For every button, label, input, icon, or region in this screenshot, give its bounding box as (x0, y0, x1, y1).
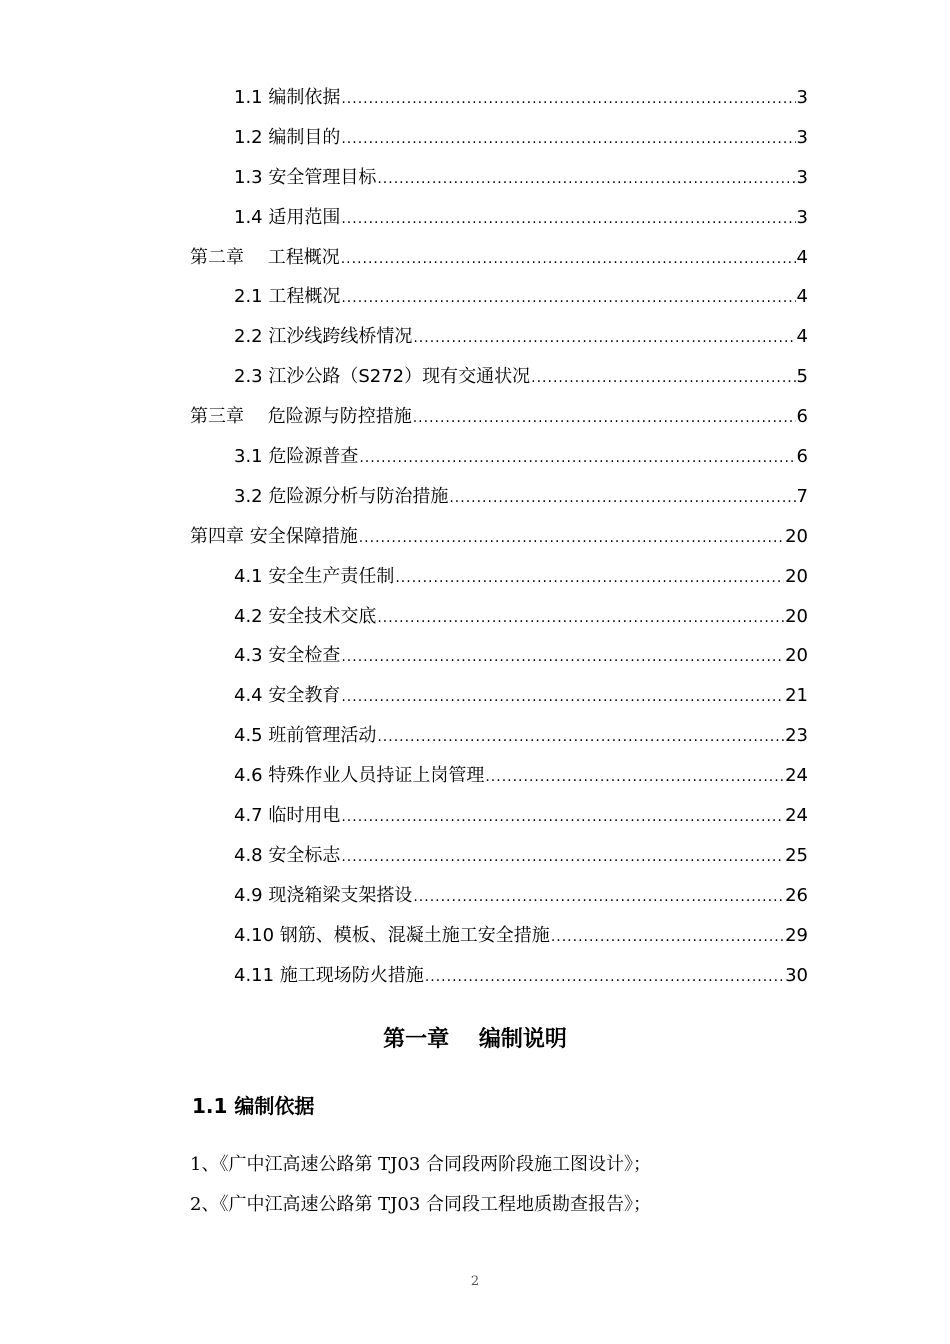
chapter-title: 第一章 编制说明 (383, 1027, 567, 1052)
toc-entry-page-number: 6 (796, 406, 808, 428)
table-of-contents (190, 78, 808, 995)
toc-dot-leader (377, 718, 784, 758)
toc-section-entry[interactable] (190, 597, 808, 637)
toc-entry-label: 第三章 危险源与防控措施 (190, 406, 412, 428)
toc-entry-label: 2.3 江沙公路（S272）现有交通状况 (234, 366, 531, 388)
toc-section-entry[interactable] (190, 836, 808, 876)
page-number: 2 (470, 1274, 480, 1289)
toc-entry-page-number: 20 (785, 525, 808, 547)
toc-entry-page-number: 21 (785, 685, 808, 707)
toc-entry-page-number: 24 (785, 765, 808, 787)
toc-entry-page-number: 29 (785, 924, 808, 946)
toc-dot-leader (413, 399, 796, 439)
toc-chapter-entry[interactable] (190, 238, 808, 278)
toc-entry-page-number: 25 (785, 844, 808, 866)
toc-dot-leader (531, 359, 795, 399)
toc-entry-page-number: 26 (785, 884, 808, 906)
reference-item: 1、《广中江高速公路第 TJ03 合同段两阶段施工图设计》； (190, 1154, 652, 1175)
toc-section-entry[interactable] (190, 78, 808, 118)
toc-entry-label: 4.11 施工现场防火措施 (234, 964, 424, 986)
reference-item: 2、《广中江高速公路第 TJ03 合同段工程地质勘查报告》； (190, 1194, 652, 1215)
toc-entry-page-number: 3 (796, 126, 808, 148)
toc-entry-label: 4.2 安全技术交底 (234, 605, 377, 627)
toc-section-entry[interactable] (190, 876, 808, 916)
toc-dot-leader (341, 120, 795, 160)
toc-entry-label: 2.2 江沙线跨线桥情况 (234, 326, 413, 348)
toc-entry-page-number: 6 (796, 446, 808, 468)
toc-entry-page-number: 4 (796, 326, 808, 348)
toc-chapter-entry[interactable] (190, 517, 808, 557)
toc-entry-page-number: 24 (785, 805, 808, 827)
toc-entry-page-number: 4 (796, 246, 808, 268)
toc-entry-page-number: 3 (796, 87, 808, 108)
toc-entry-page-number: 20 (785, 645, 808, 667)
toc-entry-label: 4.1 安全生产责任制 (234, 565, 395, 587)
toc-entry-label: 1.3 安全管理目标 (234, 166, 377, 188)
toc-dot-leader (359, 439, 795, 479)
toc-dot-leader (341, 279, 795, 319)
toc-entry-label: 第二章 工程概况 (190, 246, 340, 268)
toc-dot-leader (425, 958, 784, 998)
toc-section-entry[interactable] (190, 437, 808, 477)
toc-dot-leader (341, 798, 784, 838)
toc-dot-leader (341, 838, 784, 878)
toc-entry-page-number: 20 (785, 605, 808, 627)
toc-dot-leader (413, 878, 784, 918)
toc-entry-label: 4.7 临时用电 (234, 805, 341, 827)
toc-section-entry[interactable] (190, 676, 808, 716)
toc-entry-page-number: 30 (785, 964, 808, 986)
toc-entry-page-number: 23 (785, 725, 808, 747)
toc-section-entry[interactable] (190, 118, 808, 158)
toc-entry-label: 4.8 安全标志 (234, 844, 341, 866)
toc-dot-leader (377, 160, 795, 200)
section-title: 1.1 编制依据 (192, 1094, 315, 1118)
toc-dot-leader (341, 80, 795, 120)
toc-entry-label: 1.4 适用范围 (234, 206, 341, 228)
toc-section-entry[interactable] (190, 956, 808, 996)
toc-entry-label: 2.1 工程概况 (234, 286, 341, 308)
toc-section-entry[interactable] (190, 198, 808, 238)
toc-chapter-entry[interactable] (190, 397, 808, 437)
toc-entry-label: 4.5 班前管理活动 (234, 725, 377, 747)
toc-section-entry[interactable] (190, 756, 808, 796)
toc-section-entry[interactable] (190, 317, 808, 357)
toc-dot-leader (395, 559, 784, 599)
toc-dot-leader (341, 200, 795, 240)
toc-dot-leader (485, 758, 784, 798)
toc-dot-leader (551, 918, 784, 958)
toc-section-entry[interactable] (190, 277, 808, 317)
toc-section-entry[interactable] (190, 158, 808, 198)
toc-section-entry[interactable] (190, 557, 808, 597)
toc-entry-label: 3.2 危险源分析与防治措施 (234, 485, 449, 507)
toc-section-entry[interactable] (190, 916, 808, 956)
toc-dot-leader (341, 638, 784, 678)
toc-section-entry[interactable] (190, 716, 808, 756)
toc-dot-leader (413, 319, 795, 359)
toc-section-entry[interactable] (190, 477, 808, 517)
toc-entry-label: 4.6 特殊作业人员持证上岗管理 (234, 765, 485, 787)
toc-entry-label: 第四章 安全保障措施 (190, 525, 358, 547)
toc-entry-label: 1.1 编制依据 (234, 87, 341, 108)
toc-entry-page-number: 4 (796, 286, 808, 308)
toc-section-entry[interactable] (190, 357, 808, 397)
toc-entry-page-number: 20 (785, 565, 808, 587)
toc-dot-leader (377, 599, 784, 639)
toc-entry-label: 4.10 钢筋、模板、混凝土施工安全措施 (234, 924, 550, 946)
toc-dot-leader (449, 479, 795, 519)
toc-entry-label: 4.3 安全检查 (234, 645, 341, 667)
toc-entry-page-number: 5 (796, 366, 808, 388)
toc-entry-label: 4.4 安全教育 (234, 685, 341, 707)
toc-entry-page-number: 3 (796, 206, 808, 228)
toc-entry-page-number: 3 (796, 166, 808, 188)
toc-entry-label: 4.9 现浇箱梁支架搭设 (234, 884, 413, 906)
toc-section-entry[interactable] (190, 796, 808, 836)
toc-dot-leader (341, 678, 784, 718)
toc-dot-leader (341, 240, 796, 280)
toc-section-entry[interactable] (190, 636, 808, 676)
toc-entry-page-number: 7 (796, 485, 808, 507)
toc-dot-leader (359, 519, 784, 559)
toc-entry-label: 3.1 危险源普查 (234, 446, 359, 468)
toc-entry-label: 1.2 编制目的 (234, 126, 341, 148)
